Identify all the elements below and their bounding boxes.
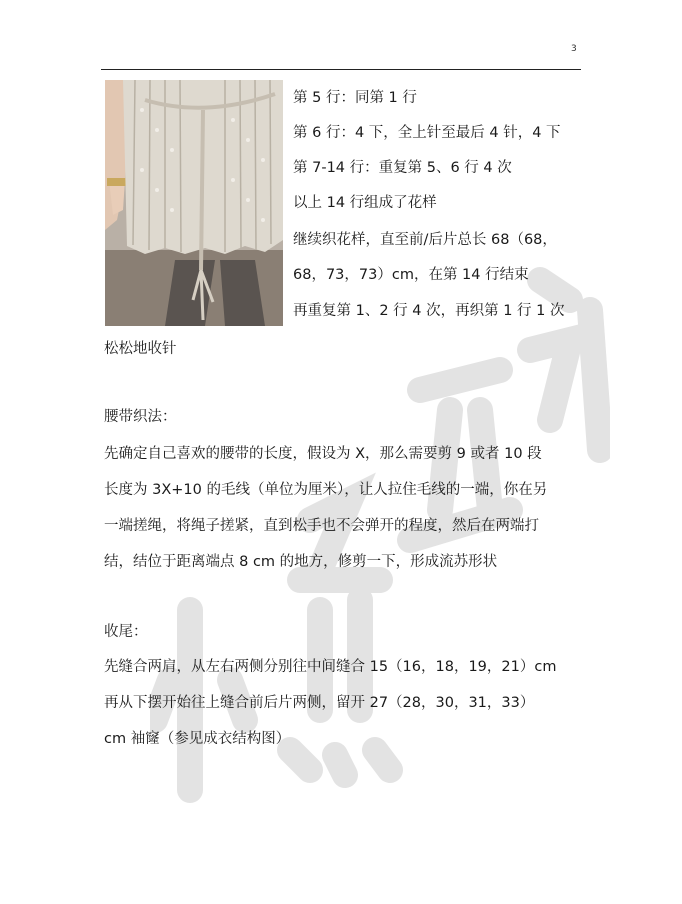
finishing-line-3: cm 袖窿（参见成衣结构图） bbox=[104, 731, 291, 747]
belt-heading: 腰带织法： bbox=[104, 409, 177, 425]
pattern-continue-line-1: 继续织花样，直至前/后片总长 68（68， bbox=[293, 232, 557, 248]
page-number: 3 bbox=[571, 44, 577, 54]
belt-line-4: 结，结位于距离端点 8 cm 的地方，修剪一下，形成流苏形状 bbox=[104, 554, 498, 570]
belt-line-1: 先确定自己喜欢的腰带的长度，假设为 X，那么需要剪 9 或者 10 段 bbox=[104, 446, 542, 462]
pattern-repeat-line: 再重复第 1、2 行 4 次，再织第 1 行 1 次 bbox=[293, 303, 565, 319]
pattern-continue-line-2: 68，73，73）cm，在第 14 行结束 bbox=[293, 267, 529, 283]
pattern-row-6: 第 6 行：4 下，全上针至最后 4 针，4 下 bbox=[293, 125, 561, 141]
garment-photo bbox=[105, 80, 283, 326]
belt-line-3: 一端搓绳，将绳子搓紧，直到松手也不会弹开的程度，然后在两端打 bbox=[104, 518, 539, 534]
finishing-line-2: 再从下摆开始往上缝合前后片两侧，留开 27（28，30，31，33） bbox=[104, 695, 535, 711]
header-rule bbox=[101, 69, 581, 70]
pattern-summary: 以上 14 行组成了花样 bbox=[293, 195, 437, 211]
finishing-line-1: 先缝合两肩，从左右两侧分别往中间缝合 15（16，18，19，21）cm bbox=[104, 659, 557, 675]
pattern-row-5: 第 5 行：同第 1 行 bbox=[293, 90, 417, 106]
belt-line-2: 长度为 3X+10 的毛线（单位为厘米），让人拉住毛线的一端，你在另 bbox=[104, 482, 548, 498]
finishing-heading: 收尾： bbox=[104, 624, 148, 640]
pattern-row-7-14: 第 7-14 行：重复第 5、6 行 4 次 bbox=[293, 160, 512, 176]
bind-off-line: 松松地收针 bbox=[104, 341, 177, 357]
